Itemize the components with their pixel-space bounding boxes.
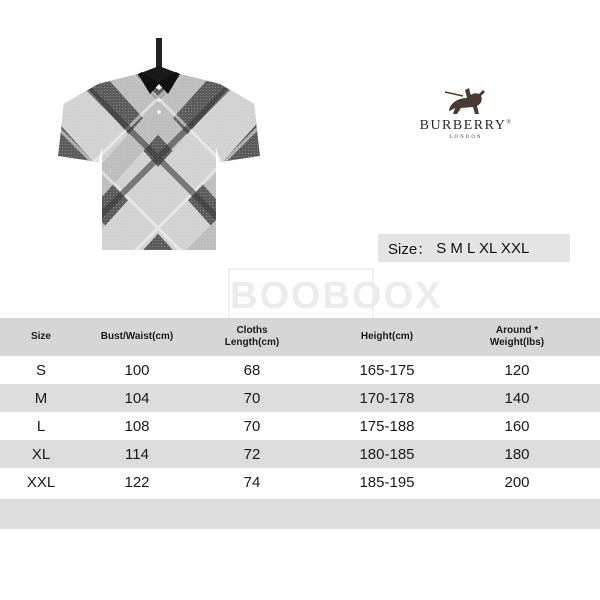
table-header (0, 318, 600, 356)
cell-weight: 140 (504, 389, 530, 407)
header-bust: Bust/Waist(cm) (100, 331, 174, 342)
table-row (0, 440, 600, 468)
size-chart-table (0, 318, 600, 529)
cell-height: 180-185 (359, 445, 415, 463)
product-image-polo-shirt (58, 38, 260, 250)
brand-name: BURBERRY® (419, 118, 513, 133)
size-options-bar (378, 234, 570, 262)
table-footer-band (0, 499, 600, 529)
size-list: S M L XL XXL (436, 239, 530, 257)
cell-size: XXL (26, 473, 56, 491)
brand-logo (398, 86, 534, 152)
watermark: BOOBOOX (228, 268, 374, 320)
header-height: Height(cm) (360, 331, 414, 342)
header-weight: Around * Weight(lbs) (489, 325, 545, 348)
cell-weight: 160 (504, 417, 530, 435)
cell-weight: 120 (504, 361, 530, 379)
cell-length: 68 (243, 361, 261, 379)
cell-bust: 104 (124, 389, 150, 407)
table-row (0, 384, 600, 412)
cell-height: 165-175 (359, 361, 415, 379)
cell-bust: 122 (124, 473, 150, 491)
header-size: Size (30, 331, 51, 342)
cell-bust: 100 (124, 361, 150, 379)
cell-weight: 200 (504, 473, 530, 491)
cell-height: 175-188 (359, 417, 415, 435)
cell-length: 70 (243, 417, 261, 435)
header-length: Cloths Length(cm) (224, 325, 280, 348)
cell-length: 74 (243, 473, 261, 491)
cell-size: S (35, 361, 46, 379)
cell-height: 170-178 (359, 389, 415, 407)
cell-length: 70 (243, 389, 261, 407)
table-row (0, 356, 600, 384)
equestrian-knight-icon (441, 86, 491, 116)
cell-size: M (34, 389, 48, 407)
cell-height: 185-195 (359, 473, 415, 491)
table-row (0, 412, 600, 440)
cell-bust: 108 (124, 417, 150, 435)
size-label: Size： (388, 240, 433, 258)
brand-city: LONDON (449, 135, 483, 140)
cell-size: L (36, 417, 46, 435)
cell-length: 72 (243, 445, 261, 463)
table-row (0, 468, 600, 496)
cell-weight: 180 (504, 445, 530, 463)
cell-bust: 114 (125, 445, 149, 463)
cell-size: XL (31, 445, 51, 463)
